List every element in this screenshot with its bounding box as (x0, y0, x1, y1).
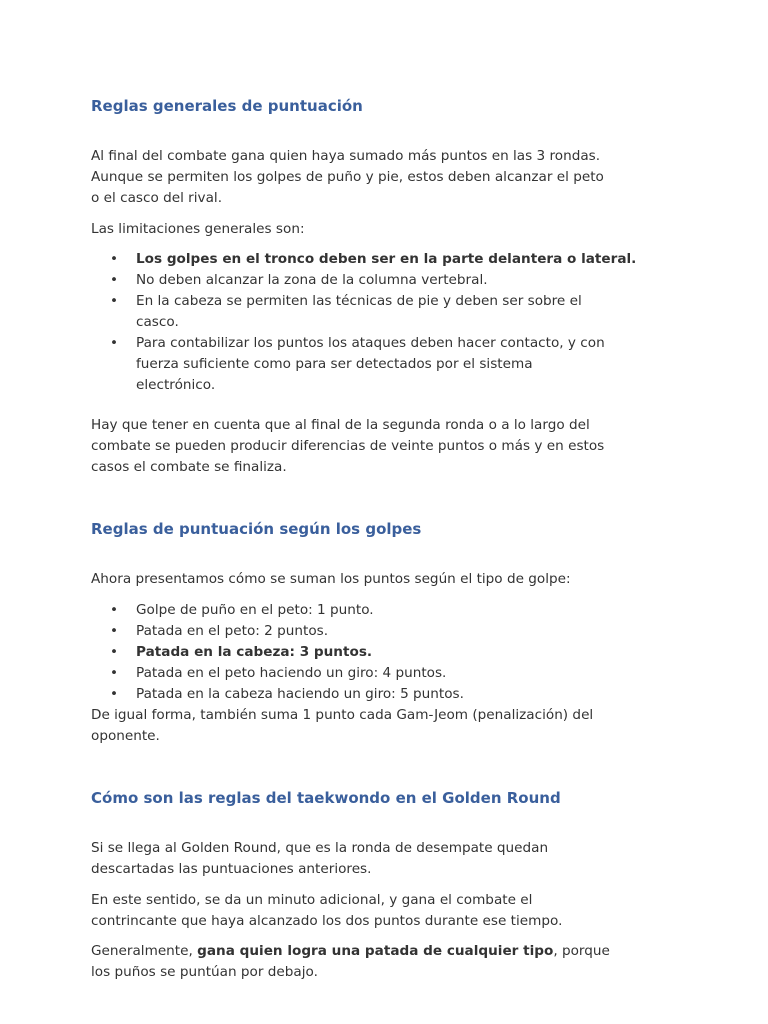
points-list (110, 600, 690, 705)
bullet-icon: • (110, 644, 119, 660)
text-line: Patada en el peto haciendo un giro: 4 puntos. (136, 665, 447, 681)
paragraph-scoring-intro (91, 569, 691, 590)
bullet-icon: • (110, 686, 119, 702)
text-line: Ahora presentamos cómo se suman los puntos según el tipo de golpe: (91, 571, 571, 587)
text-line: casos el combate se finaliza. (91, 459, 287, 475)
list-item (110, 600, 690, 621)
bullet-icon: • (110, 272, 119, 288)
list-item (110, 333, 690, 396)
text-line: electrónico. (136, 377, 216, 393)
text-line: los puños se puntúan por debajo. (91, 964, 318, 980)
text-line: Al final del combate gana quien haya sumado más puntos en las 3 rondas. (91, 148, 601, 164)
paragraph-limitations-intro (91, 219, 691, 240)
bold-text: gana quien logra una patada de cualquier tipo (197, 943, 554, 959)
paragraph-final-combat (91, 146, 691, 209)
list-item (110, 663, 690, 684)
text-line: Patada en la cabeza haciendo un giro: 5 puntos. (136, 686, 464, 702)
bullet-icon: • (110, 335, 119, 351)
text-line: En este sentido, se da un minuto adicional, y gana el combate el (91, 892, 533, 908)
text-line: Si se llega al Golden Round, que es la ronda de desempate quedan (91, 840, 549, 856)
list-item (110, 684, 690, 705)
bullet-icon: • (110, 251, 119, 267)
bullet-icon: • (110, 602, 119, 618)
bullet-icon: • (110, 623, 119, 639)
bullet-icon: • (110, 665, 119, 681)
text-span: , porque (553, 943, 610, 959)
text-line (91, 941, 691, 962)
text-line: fuerza suficiente como para ser detectados por el sistema (136, 356, 533, 372)
text-line: Hay que tener en cuenta que al final de la segunda ronda o a lo largo del (91, 417, 590, 433)
heading-general-scoring-rules: Reglas generales de puntuación (91, 97, 363, 115)
text-line: contrincante que haya alcanzado los dos puntos durante ese tiempo. (91, 913, 563, 929)
list-item (110, 621, 690, 642)
paragraph-generally-wins (91, 941, 691, 983)
list-item (110, 270, 690, 291)
text-line: oponente. (91, 728, 160, 744)
text-line: casco. (136, 314, 179, 330)
text-span: Generalmente, (91, 943, 198, 959)
paragraph-extra-minute (91, 890, 691, 932)
text-line: No deben alcanzar la zona de la columna vertebral. (136, 272, 488, 288)
text-line: combate se pueden producir diferencias de veinte puntos o más y en estos (91, 438, 605, 454)
text-line: descartadas las puntuaciones anteriores. (91, 861, 372, 877)
text-line: Patada en el peto: 2 puntos. (136, 623, 329, 639)
text-line: Para contabilizar los puntos los ataques deben hacer contacto, y con (136, 335, 605, 351)
limitations-list (110, 249, 690, 396)
heading-golden-round: Cómo son las reglas del taekwondo en el Golden Round (91, 789, 561, 807)
heading-scoring-by-strike: Reglas de puntuación según los golpes (91, 520, 422, 538)
paragraph-golden-round-intro (91, 838, 691, 880)
text-line: Los golpes en el tronco deben ser en la parte delantera o lateral. (136, 251, 637, 267)
bullet-icon: • (110, 293, 119, 309)
text-line: Golpe de puño en el peto: 1 punto. (136, 602, 374, 618)
text-line: Patada en la cabeza: 3 puntos. (136, 644, 373, 660)
text-line: Aunque se permiten los golpes de puño y pie, estos deben alcanzar el peto (91, 169, 604, 185)
paragraph-gam-jeom (91, 705, 691, 747)
list-item (110, 642, 690, 663)
text-line: Las limitaciones generales son: (91, 221, 305, 237)
text-line: En la cabeza se permiten las técnicas de pie y deben ser sobre el (136, 293, 582, 309)
text-line: o el casco del rival. (91, 190, 223, 206)
paragraph-second-round (91, 415, 691, 478)
text-line: De igual forma, también suma 1 punto cada Gam-Jeom (penalización) del (91, 707, 594, 723)
list-item (110, 249, 690, 270)
list-item (110, 291, 690, 333)
